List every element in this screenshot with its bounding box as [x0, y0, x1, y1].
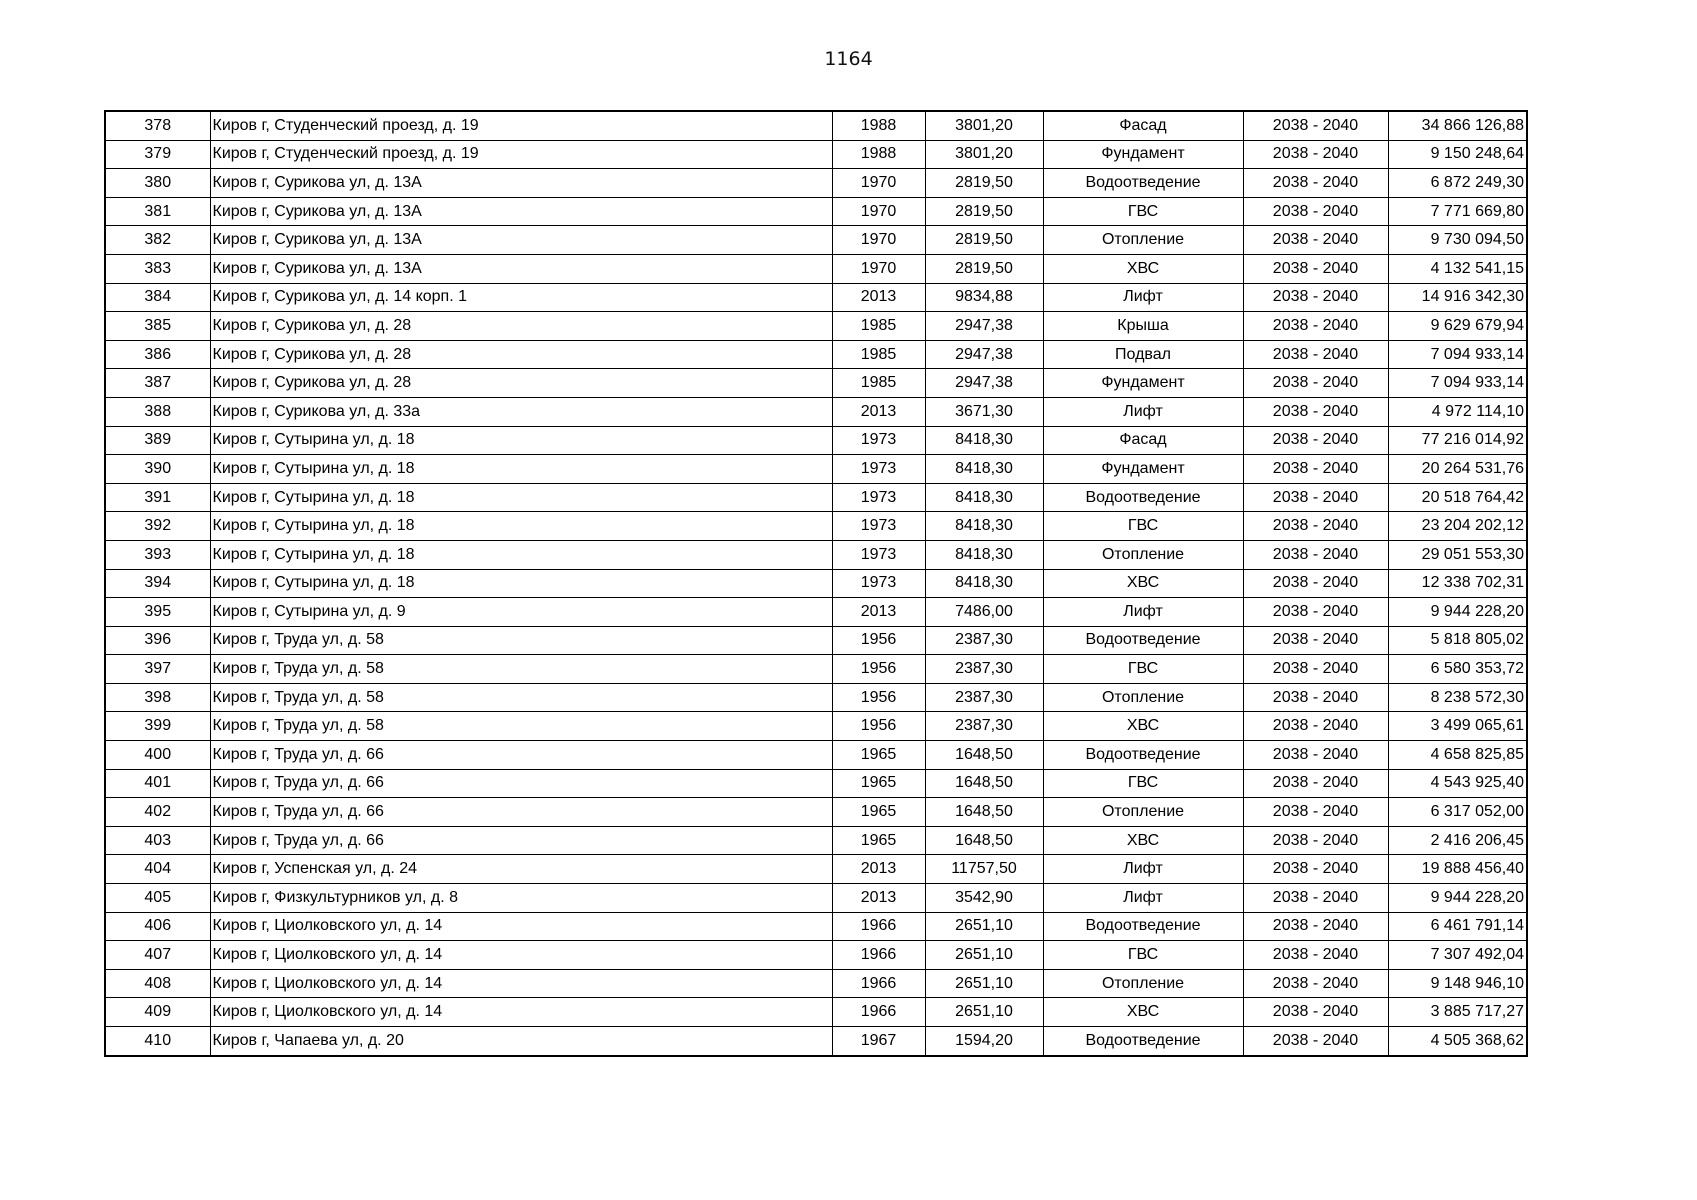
- cost-cell: 14 916 342,30: [1388, 283, 1527, 312]
- period-cell: 2038 - 2040: [1243, 655, 1388, 684]
- table-row: [105, 912, 1527, 941]
- address-cell: Киров г, Сурикова ул, д. 28: [210, 312, 832, 341]
- period-cell: 2038 - 2040: [1243, 598, 1388, 627]
- address-cell: Киров г, Сурикова ул, д. 28: [210, 340, 832, 369]
- cost-cell: 9 944 228,20: [1388, 884, 1527, 913]
- work-type-cell: Фундамент: [1043, 455, 1243, 484]
- work-type-cell: ГВС: [1043, 941, 1243, 970]
- address-cell: Киров г, Успенская ул, д. 24: [210, 855, 832, 884]
- work-type-cell: ГВС: [1043, 655, 1243, 684]
- work-type-cell: Отопление: [1043, 798, 1243, 827]
- address-cell: Киров г, Чапаева ул, д. 20: [210, 1027, 832, 1056]
- work-type-cell: ГВС: [1043, 769, 1243, 798]
- area-cell: 3801,20: [925, 140, 1043, 169]
- address-cell: Киров г, Циолковского ул, д. 14: [210, 912, 832, 941]
- area-cell: 8418,30: [925, 426, 1043, 455]
- work-type-cell: Фасад: [1043, 111, 1243, 140]
- row-number-cell: 406: [105, 912, 210, 941]
- cost-cell: 34 866 126,88: [1388, 111, 1527, 140]
- table-row: [105, 798, 1527, 827]
- cost-cell: 9 150 248,64: [1388, 140, 1527, 169]
- area-cell: 2387,30: [925, 683, 1043, 712]
- area-cell: 2387,30: [925, 626, 1043, 655]
- work-type-cell: Лифт: [1043, 283, 1243, 312]
- table-row: [105, 855, 1527, 884]
- work-type-cell: ГВС: [1043, 512, 1243, 541]
- cost-cell: 3 499 065,61: [1388, 712, 1527, 741]
- table-row: [105, 226, 1527, 255]
- work-type-cell: Водоотведение: [1043, 483, 1243, 512]
- address-cell: Киров г, Труда ул, д. 66: [210, 741, 832, 770]
- row-number-cell: 379: [105, 140, 210, 169]
- table-row: [105, 111, 1527, 140]
- address-cell: Киров г, Сурикова ул, д. 33а: [210, 397, 832, 426]
- year-cell: 1956: [832, 683, 925, 712]
- address-cell: Киров г, Сутырина ул, д. 18: [210, 483, 832, 512]
- year-cell: 2013: [832, 397, 925, 426]
- cost-cell: 19 888 456,40: [1388, 855, 1527, 884]
- table-row: [105, 998, 1527, 1027]
- area-cell: 3801,20: [925, 111, 1043, 140]
- address-cell: Киров г, Труда ул, д. 58: [210, 655, 832, 684]
- row-number-cell: 384: [105, 283, 210, 312]
- year-cell: 2013: [832, 283, 925, 312]
- data-table: [104, 110, 1528, 1057]
- area-cell: 2651,10: [925, 941, 1043, 970]
- period-cell: 2038 - 2040: [1243, 741, 1388, 770]
- year-cell: 2013: [832, 884, 925, 913]
- period-cell: 2038 - 2040: [1243, 226, 1388, 255]
- table-row: [105, 197, 1527, 226]
- area-cell: 1594,20: [925, 1027, 1043, 1056]
- cost-cell: 29 051 553,30: [1388, 540, 1527, 569]
- work-type-cell: Водоотведение: [1043, 1027, 1243, 1056]
- period-cell: 2038 - 2040: [1243, 683, 1388, 712]
- year-cell: 1985: [832, 369, 925, 398]
- address-cell: Киров г, Сутырина ул, д. 18: [210, 512, 832, 541]
- year-cell: 1970: [832, 197, 925, 226]
- year-cell: 1985: [832, 312, 925, 341]
- address-cell: Киров г, Сурикова ул, д. 13А: [210, 197, 832, 226]
- address-cell: Киров г, Физкультурников ул, д. 8: [210, 884, 832, 913]
- address-cell: Киров г, Сутырина ул, д. 18: [210, 426, 832, 455]
- period-cell: 2038 - 2040: [1243, 254, 1388, 283]
- area-cell: 1648,50: [925, 769, 1043, 798]
- year-cell: 1973: [832, 426, 925, 455]
- period-cell: 2038 - 2040: [1243, 626, 1388, 655]
- cost-cell: 23 204 202,12: [1388, 512, 1527, 541]
- cost-cell: 3 885 717,27: [1388, 998, 1527, 1027]
- area-cell: 11757,50: [925, 855, 1043, 884]
- area-cell: 3542,90: [925, 884, 1043, 913]
- period-cell: 2038 - 2040: [1243, 798, 1388, 827]
- work-type-cell: Лифт: [1043, 397, 1243, 426]
- work-type-cell: ХВС: [1043, 254, 1243, 283]
- year-cell: 1970: [832, 169, 925, 198]
- period-cell: 2038 - 2040: [1243, 283, 1388, 312]
- row-number-cell: 395: [105, 598, 210, 627]
- period-cell: 2038 - 2040: [1243, 969, 1388, 998]
- area-cell: 2947,38: [925, 340, 1043, 369]
- cost-cell: 7 771 669,80: [1388, 197, 1527, 226]
- table-row: [105, 340, 1527, 369]
- address-cell: Киров г, Сурикова ул, д. 13А: [210, 226, 832, 255]
- address-cell: Киров г, Сурикова ул, д. 13А: [210, 169, 832, 198]
- row-number-cell: 386: [105, 340, 210, 369]
- row-number-cell: 404: [105, 855, 210, 884]
- address-cell: Киров г, Сурикова ул, д. 13А: [210, 254, 832, 283]
- work-type-cell: Фундамент: [1043, 369, 1243, 398]
- row-number-cell: 400: [105, 741, 210, 770]
- cost-cell: 6 872 249,30: [1388, 169, 1527, 198]
- table-row: [105, 769, 1527, 798]
- row-number-cell: 402: [105, 798, 210, 827]
- work-type-cell: Водоотведение: [1043, 626, 1243, 655]
- area-cell: 1648,50: [925, 798, 1043, 827]
- area-cell: 2819,50: [925, 169, 1043, 198]
- cost-cell: 5 818 805,02: [1388, 626, 1527, 655]
- table-row: [105, 283, 1527, 312]
- row-number-cell: 382: [105, 226, 210, 255]
- address-cell: Киров г, Труда ул, д. 66: [210, 826, 832, 855]
- work-type-cell: Водоотведение: [1043, 169, 1243, 198]
- table-row: [105, 254, 1527, 283]
- table-row: [105, 140, 1527, 169]
- area-cell: 7486,00: [925, 598, 1043, 627]
- year-cell: 1973: [832, 540, 925, 569]
- cost-cell: 2 416 206,45: [1388, 826, 1527, 855]
- cost-cell: 6 580 353,72: [1388, 655, 1527, 684]
- area-cell: 2387,30: [925, 655, 1043, 684]
- period-cell: 2038 - 2040: [1243, 111, 1388, 140]
- address-cell: Киров г, Сутырина ул, д. 18: [210, 540, 832, 569]
- row-number-cell: 394: [105, 569, 210, 598]
- table-row: [105, 683, 1527, 712]
- work-type-cell: ХВС: [1043, 569, 1243, 598]
- work-type-cell: Отопление: [1043, 969, 1243, 998]
- period-cell: 2038 - 2040: [1243, 569, 1388, 598]
- period-cell: 2038 - 2040: [1243, 712, 1388, 741]
- row-number-cell: 378: [105, 111, 210, 140]
- year-cell: 1973: [832, 512, 925, 541]
- year-cell: 1970: [832, 226, 925, 255]
- table-row: [105, 540, 1527, 569]
- year-cell: 1965: [832, 741, 925, 770]
- row-number-cell: 383: [105, 254, 210, 283]
- cost-cell: 20 264 531,76: [1388, 455, 1527, 484]
- cost-cell: 6 317 052,00: [1388, 798, 1527, 827]
- address-cell: Киров г, Студенческий проезд, д. 19: [210, 111, 832, 140]
- address-cell: Киров г, Студенческий проезд, д. 19: [210, 140, 832, 169]
- year-cell: 1988: [832, 140, 925, 169]
- area-cell: 8418,30: [925, 512, 1043, 541]
- table-row: [105, 455, 1527, 484]
- period-cell: 2038 - 2040: [1243, 884, 1388, 913]
- table-row: [105, 512, 1527, 541]
- area-cell: 2651,10: [925, 912, 1043, 941]
- row-number-cell: 407: [105, 941, 210, 970]
- row-number-cell: 396: [105, 626, 210, 655]
- cost-cell: 4 132 541,15: [1388, 254, 1527, 283]
- period-cell: 2038 - 2040: [1243, 397, 1388, 426]
- year-cell: 1965: [832, 826, 925, 855]
- row-number-cell: 405: [105, 884, 210, 913]
- table-row: [105, 312, 1527, 341]
- row-number-cell: 403: [105, 826, 210, 855]
- address-cell: Киров г, Сутырина ул, д. 9: [210, 598, 832, 627]
- work-type-cell: Крыша: [1043, 312, 1243, 341]
- year-cell: 1970: [832, 254, 925, 283]
- cost-cell: 9 629 679,94: [1388, 312, 1527, 341]
- area-cell: 3671,30: [925, 397, 1043, 426]
- area-cell: 2651,10: [925, 969, 1043, 998]
- area-cell: 8418,30: [925, 483, 1043, 512]
- period-cell: 2038 - 2040: [1243, 512, 1388, 541]
- period-cell: 2038 - 2040: [1243, 455, 1388, 484]
- table-row: [105, 655, 1527, 684]
- table-row: [105, 712, 1527, 741]
- area-cell: 2651,10: [925, 998, 1043, 1027]
- row-number-cell: 393: [105, 540, 210, 569]
- year-cell: 1966: [832, 998, 925, 1027]
- work-type-cell: Отопление: [1043, 226, 1243, 255]
- row-number-cell: 399: [105, 712, 210, 741]
- cost-cell: 4 505 368,62: [1388, 1027, 1527, 1056]
- year-cell: 1956: [832, 655, 925, 684]
- work-type-cell: ГВС: [1043, 197, 1243, 226]
- area-cell: 2819,50: [925, 197, 1043, 226]
- table-row: [105, 941, 1527, 970]
- period-cell: 2038 - 2040: [1243, 998, 1388, 1027]
- address-cell: Киров г, Труда ул, д. 58: [210, 712, 832, 741]
- year-cell: 1967: [832, 1027, 925, 1056]
- work-type-cell: Лифт: [1043, 855, 1243, 884]
- period-cell: 2038 - 2040: [1243, 912, 1388, 941]
- row-number-cell: 388: [105, 397, 210, 426]
- cost-cell: 4 972 114,10: [1388, 397, 1527, 426]
- period-cell: 2038 - 2040: [1243, 197, 1388, 226]
- area-cell: 8418,30: [925, 455, 1043, 484]
- area-cell: 2947,38: [925, 369, 1043, 398]
- row-number-cell: 380: [105, 169, 210, 198]
- row-number-cell: 381: [105, 197, 210, 226]
- period-cell: 2038 - 2040: [1243, 426, 1388, 455]
- table-row: [105, 741, 1527, 770]
- table-row: [105, 969, 1527, 998]
- table-row: [105, 483, 1527, 512]
- area-cell: 2819,50: [925, 226, 1043, 255]
- cost-cell: 20 518 764,42: [1388, 483, 1527, 512]
- year-cell: 1973: [832, 569, 925, 598]
- area-cell: 2819,50: [925, 254, 1043, 283]
- address-cell: Киров г, Сурикова ул, д. 14 корп. 1: [210, 283, 832, 312]
- year-cell: 1956: [832, 712, 925, 741]
- page-number: 1164: [824, 48, 873, 70]
- table-row: [105, 169, 1527, 198]
- row-number-cell: 397: [105, 655, 210, 684]
- period-cell: 2038 - 2040: [1243, 312, 1388, 341]
- work-type-cell: ХВС: [1043, 826, 1243, 855]
- cost-cell: 7 094 933,14: [1388, 340, 1527, 369]
- period-cell: 2038 - 2040: [1243, 140, 1388, 169]
- address-cell: Киров г, Сутырина ул, д. 18: [210, 455, 832, 484]
- period-cell: 2038 - 2040: [1243, 340, 1388, 369]
- area-cell: 2947,38: [925, 312, 1043, 341]
- cost-cell: 4 658 825,85: [1388, 741, 1527, 770]
- period-cell: 2038 - 2040: [1243, 483, 1388, 512]
- year-cell: 1966: [832, 969, 925, 998]
- period-cell: 2038 - 2040: [1243, 769, 1388, 798]
- table-row: [105, 426, 1527, 455]
- work-type-cell: Подвал: [1043, 340, 1243, 369]
- year-cell: 1985: [832, 340, 925, 369]
- table-row: [105, 569, 1527, 598]
- year-cell: 1956: [832, 626, 925, 655]
- year-cell: 2013: [832, 855, 925, 884]
- period-cell: 2038 - 2040: [1243, 941, 1388, 970]
- row-number-cell: 401: [105, 769, 210, 798]
- table-row: [105, 369, 1527, 398]
- year-cell: 1973: [832, 483, 925, 512]
- work-type-cell: Лифт: [1043, 884, 1243, 913]
- cost-cell: 6 461 791,14: [1388, 912, 1527, 941]
- table-row: [105, 884, 1527, 913]
- row-number-cell: 408: [105, 969, 210, 998]
- row-number-cell: 387: [105, 369, 210, 398]
- cost-cell: 9 730 094,50: [1388, 226, 1527, 255]
- table-row: [105, 1027, 1527, 1056]
- area-cell: 9834,88: [925, 283, 1043, 312]
- area-cell: 2387,30: [925, 712, 1043, 741]
- row-number-cell: 390: [105, 455, 210, 484]
- address-cell: Киров г, Труда ул, д. 58: [210, 626, 832, 655]
- cost-cell: 8 238 572,30: [1388, 683, 1527, 712]
- period-cell: 2038 - 2040: [1243, 169, 1388, 198]
- work-type-cell: Фундамент: [1043, 140, 1243, 169]
- address-cell: Киров г, Циолковского ул, д. 14: [210, 941, 832, 970]
- year-cell: 1966: [832, 912, 925, 941]
- area-cell: 8418,30: [925, 569, 1043, 598]
- row-number-cell: 410: [105, 1027, 210, 1056]
- work-type-cell: Фасад: [1043, 426, 1243, 455]
- cost-cell: 4 543 925,40: [1388, 769, 1527, 798]
- period-cell: 2038 - 2040: [1243, 826, 1388, 855]
- address-cell: Киров г, Сурикова ул, д. 28: [210, 369, 832, 398]
- address-cell: Киров г, Труда ул, д. 58: [210, 683, 832, 712]
- row-number-cell: 391: [105, 483, 210, 512]
- year-cell: 1973: [832, 455, 925, 484]
- row-number-cell: 385: [105, 312, 210, 341]
- work-type-cell: Водоотведение: [1043, 741, 1243, 770]
- period-cell: 2038 - 2040: [1243, 1027, 1388, 1056]
- work-type-cell: ХВС: [1043, 712, 1243, 741]
- cost-cell: 12 338 702,31: [1388, 569, 1527, 598]
- row-number-cell: 398: [105, 683, 210, 712]
- work-type-cell: Отопление: [1043, 683, 1243, 712]
- work-type-cell: Водоотведение: [1043, 912, 1243, 941]
- period-cell: 2038 - 2040: [1243, 369, 1388, 398]
- cost-cell: 77 216 014,92: [1388, 426, 1527, 455]
- year-cell: 1965: [832, 769, 925, 798]
- period-cell: 2038 - 2040: [1243, 855, 1388, 884]
- year-cell: 1988: [832, 111, 925, 140]
- row-number-cell: 392: [105, 512, 210, 541]
- cost-cell: 9 944 228,20: [1388, 598, 1527, 627]
- table-row: [105, 397, 1527, 426]
- year-cell: 2013: [832, 598, 925, 627]
- work-type-cell: Лифт: [1043, 598, 1243, 627]
- address-cell: Киров г, Циолковского ул, д. 14: [210, 969, 832, 998]
- cost-cell: 7 094 933,14: [1388, 369, 1527, 398]
- table-row: [105, 826, 1527, 855]
- year-cell: 1966: [832, 941, 925, 970]
- year-cell: 1965: [832, 798, 925, 827]
- address-cell: Киров г, Труда ул, д. 66: [210, 769, 832, 798]
- work-type-cell: ХВС: [1043, 998, 1243, 1027]
- address-cell: Киров г, Труда ул, д. 66: [210, 798, 832, 827]
- row-number-cell: 409: [105, 998, 210, 1027]
- cost-cell: 7 307 492,04: [1388, 941, 1527, 970]
- area-cell: 1648,50: [925, 826, 1043, 855]
- address-cell: Киров г, Сутырина ул, д. 18: [210, 569, 832, 598]
- area-cell: 8418,30: [925, 540, 1043, 569]
- area-cell: 1648,50: [925, 741, 1043, 770]
- period-cell: 2038 - 2040: [1243, 540, 1388, 569]
- address-cell: Киров г, Циолковского ул, д. 14: [210, 998, 832, 1027]
- row-number-cell: 389: [105, 426, 210, 455]
- table-row: [105, 626, 1527, 655]
- cost-cell: 9 148 946,10: [1388, 969, 1527, 998]
- work-type-cell: Отопление: [1043, 540, 1243, 569]
- table-row: [105, 598, 1527, 627]
